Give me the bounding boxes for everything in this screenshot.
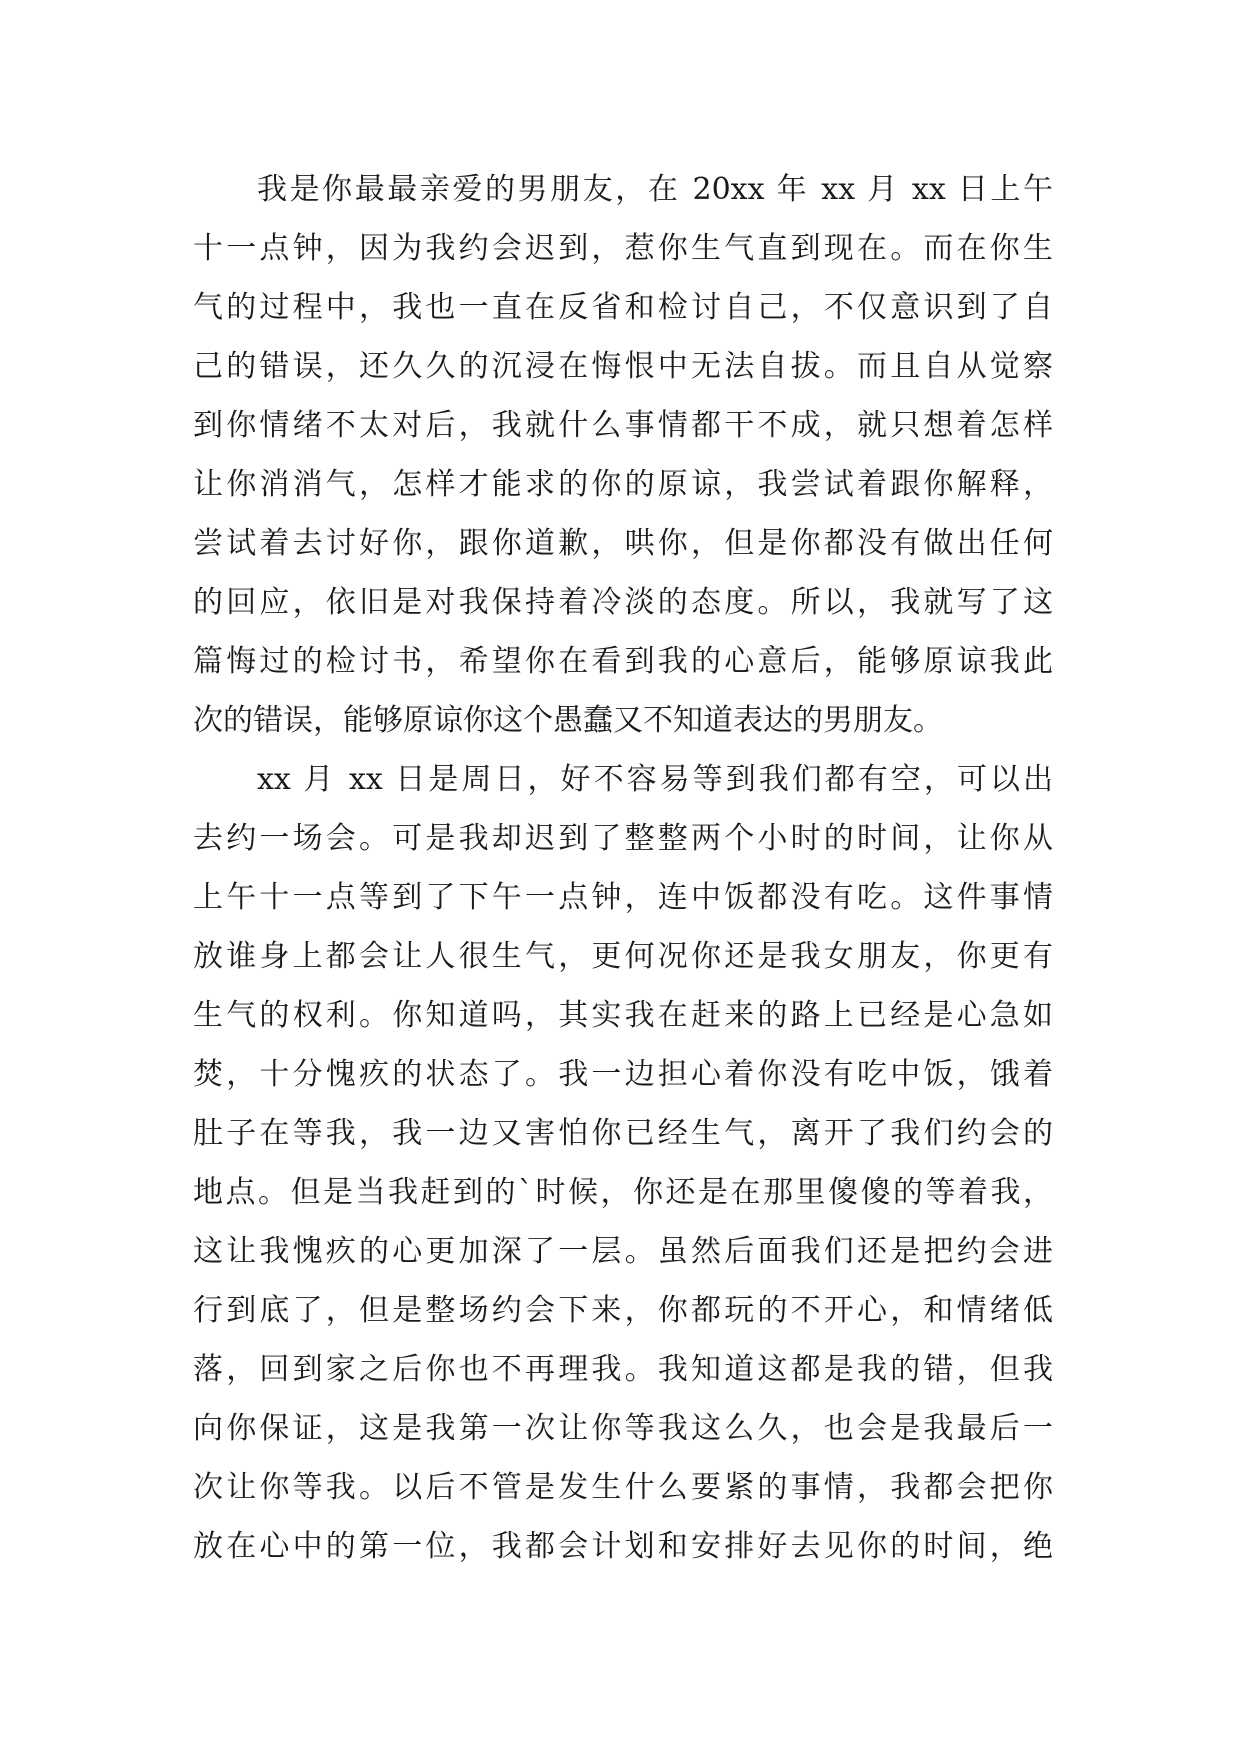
text-line: 我是你最最亲爱的男朋友，在 20xx 年 xx 月 xx 日上午	[257, 172, 1053, 207]
text-line: 肚子在等我，我一边又害怕你已经生气，离开了我们约会的	[193, 1116, 1053, 1151]
text-line: 次让你等我。以后不管是发生什么要紧的事情，我都会把你	[193, 1470, 1053, 1505]
text-line: xx 月 xx 日是周日，好不容易等到我们都有空，可以出	[257, 762, 1053, 797]
text-line: 落，回到家之后你也不再理我。我知道这都是我的错，但我	[193, 1352, 1053, 1387]
text-line: 气的过程中，我也一直在反省和检讨自己，不仅意识到了自	[193, 290, 1053, 325]
text-line: 让你消消气，怎样才能求的你的原谅，我尝试着跟你解释，	[193, 467, 1053, 502]
text-line: 次的错误，能够原谅你这个愚蠢又不知道表达的男朋友。	[193, 703, 943, 738]
text-line: 的回应，依旧是对我保持着冷淡的态度。所以，我就写了这	[193, 585, 1053, 620]
text-line: 己的错误，还久久的沉浸在悔恨中无法自拔。而且自从觉察	[193, 349, 1053, 384]
text-line: 尝试着去讨好你，跟你道歉，哄你，但是你都没有做出任何	[193, 526, 1053, 561]
body-text	[193, 160, 1053, 1576]
text-line: 向你保证，这是我第一次让你等我这么久，也会是我最后一	[193, 1411, 1053, 1446]
text-line: 生气的权利。你知道吗，其实我在赶来的路上已经是心急如	[193, 998, 1053, 1033]
paragraph-1	[193, 160, 1053, 750]
text-line: 放谁身上都会让人很生气，更何况你还是我女朋友，你更有	[193, 939, 1053, 974]
text-line: 这让我愧疚的心更加深了一层。虽然后面我们还是把约会进	[193, 1234, 1053, 1269]
paragraph-2	[193, 750, 1053, 1576]
text-line: 焚，十分愧疚的状态了。我一边担心着你没有吃中饭，饿着	[193, 1057, 1053, 1092]
text-line: 放在心中的第一位，我都会计划和安排好去见你的时间，绝	[193, 1529, 1053, 1564]
text-line: 上午十一点等到了下午一点钟，连中饭都没有吃。这件事情	[193, 880, 1053, 915]
text-line: 篇悔过的检讨书，希望你在看到我的心意后，能够原谅我此	[193, 644, 1053, 679]
text-line: 十一点钟，因为我约会迟到，惹你生气直到现在。而在你生	[193, 231, 1053, 266]
text-line: 行到底了，但是整场约会下来，你都玩的不开心，和情绪低	[193, 1293, 1053, 1328]
text-line: 地点。但是当我赶到的`时候，你还是在那里傻傻的等着我，	[193, 1175, 1053, 1210]
text-line: 去约一场会。可是我却迟到了整整两个小时的时间，让你从	[193, 821, 1053, 856]
text-line: 到你情绪不太对后，我就什么事情都干不成，就只想着怎样	[193, 408, 1053, 443]
